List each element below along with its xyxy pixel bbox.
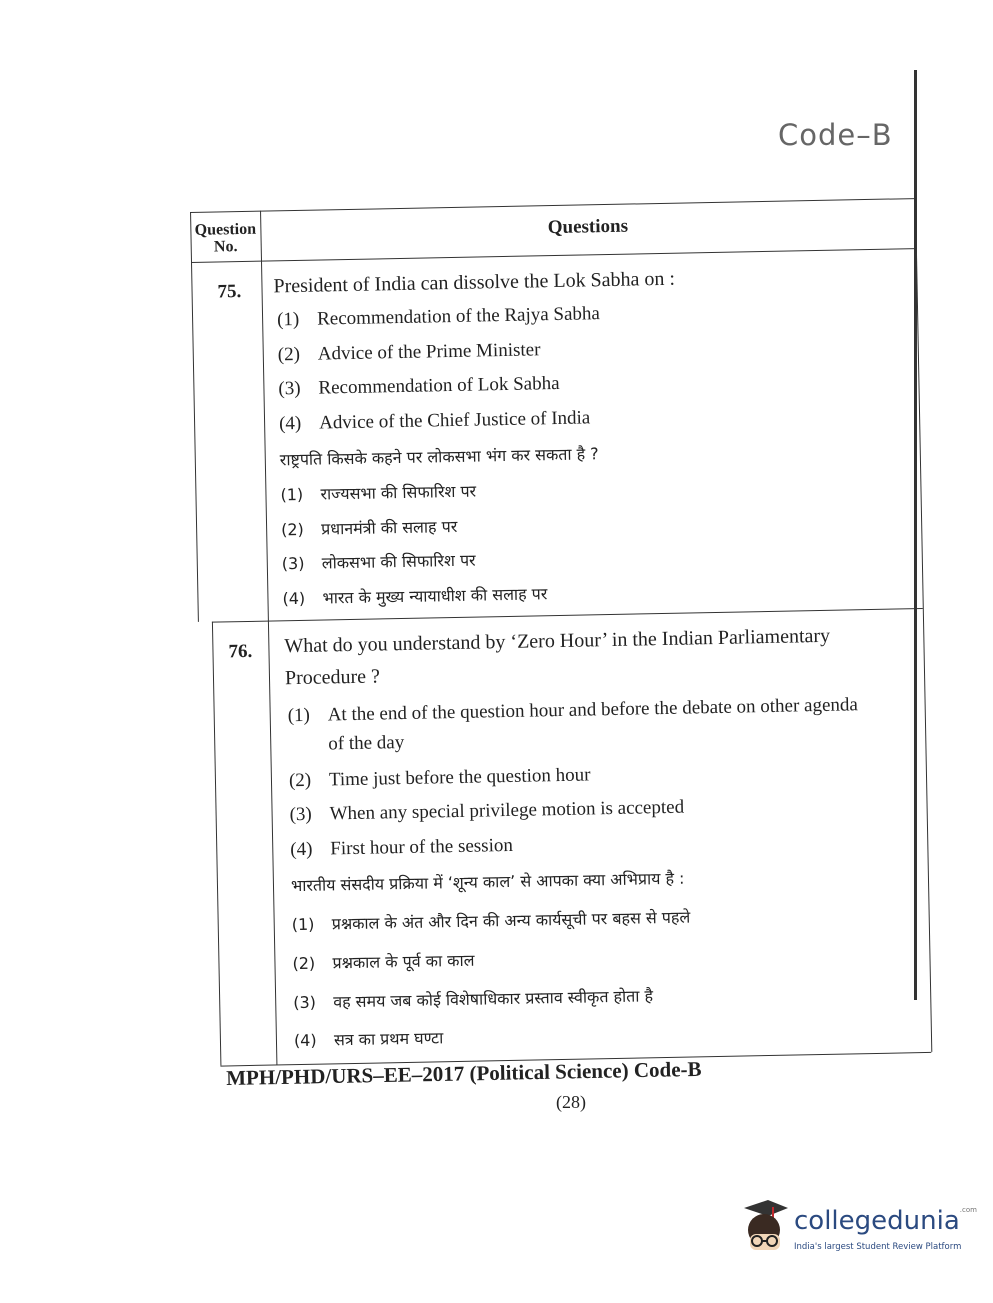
option-number: (3) bbox=[278, 377, 301, 400]
option-text: Recommendation of Lok Sabha bbox=[318, 372, 560, 399]
option-number: (1) bbox=[276, 308, 300, 331]
paper-code: Code–B bbox=[778, 118, 893, 152]
logo-suffix: .com bbox=[959, 1206, 977, 1214]
option-text: लोकसभा की सिफारिश पर bbox=[321, 550, 476, 573]
option-number: (4) bbox=[282, 588, 306, 609]
option-number: (1) bbox=[287, 704, 311, 727]
option-text: At the end of the question hour and before the debate on other agenda bbox=[327, 694, 859, 726]
question-number: 75. bbox=[217, 281, 242, 303]
option-text: Recommendation of the Rajya Sabha bbox=[316, 303, 601, 330]
option-hi bbox=[282, 549, 476, 575]
question-text-hi: भारतीय संसदीय प्रक्रिया में ‘शून्य काल’ से आपका क्या अभिप्राय है : bbox=[290, 868, 685, 896]
header-question-no bbox=[190, 221, 261, 256]
option-text: First hour of the session bbox=[330, 834, 514, 860]
question-table bbox=[190, 196, 931, 1070]
option-en-continued: of the day bbox=[328, 731, 405, 755]
option-text: प्रश्नकाल के पूर्व का काल bbox=[332, 950, 475, 973]
option-number: (2) bbox=[288, 769, 312, 792]
option-text: Time just before the question hour bbox=[328, 764, 591, 791]
option-number: (1) bbox=[280, 484, 304, 505]
table-top-border bbox=[190, 198, 915, 213]
option-hi bbox=[280, 480, 476, 506]
option-hi bbox=[281, 515, 458, 540]
option-hi bbox=[282, 582, 547, 609]
table-left-border-lower bbox=[212, 622, 222, 1066]
question-text-en: President of India can dissolve the Lok Sabha on : bbox=[273, 267, 676, 298]
header-questions: Questions bbox=[547, 215, 629, 239]
option-number: (1) bbox=[291, 914, 315, 935]
option-text: When any special privilege motion is accepted bbox=[329, 796, 685, 825]
option-number: (4) bbox=[293, 1030, 317, 1051]
option-en bbox=[290, 835, 513, 861]
option-text: सत्र का प्रथम घण्टा bbox=[333, 1028, 444, 1050]
collegedunia-logo bbox=[738, 1198, 977, 1268]
option-number: (4) bbox=[290, 838, 313, 861]
page-number: (28) bbox=[556, 1092, 586, 1112]
option-en bbox=[279, 407, 591, 435]
option-number: (3) bbox=[281, 553, 305, 574]
option-en bbox=[289, 797, 684, 827]
option-text: Advice of the Chief Justice of India bbox=[318, 407, 591, 434]
option-text: प्रश्नकाल के अंत और दिन की अन्य कार्यसूची पर बहस से पहले bbox=[331, 907, 691, 934]
option-en bbox=[277, 303, 600, 331]
logo-name: collegedunia bbox=[794, 1206, 960, 1236]
option-number: (3) bbox=[293, 992, 317, 1013]
option-text: भारत के मुख्य न्यायाधीश की सलाह पर bbox=[322, 584, 548, 608]
option-hi bbox=[294, 1026, 444, 1051]
column-divider bbox=[260, 211, 277, 1065]
option-number: (2) bbox=[292, 953, 316, 974]
option-hi bbox=[292, 906, 691, 936]
option-text: वह समय जब कोई विशेषाधिकार प्रस्ताव स्वीकृत होता है bbox=[333, 986, 654, 1012]
logo-tagline: India's largest Student Review Platform bbox=[794, 1242, 962, 1252]
option-en bbox=[289, 764, 591, 792]
logo-wordmark bbox=[794, 1206, 977, 1236]
mascot-icon bbox=[738, 1198, 794, 1258]
option-hi bbox=[292, 949, 474, 974]
header-no-label: No. bbox=[213, 238, 238, 256]
question-text-en: What do you understand by ‘Zero Hour’ in the Indian Parliamentary Procedure ? bbox=[284, 624, 831, 690]
option-number: (2) bbox=[280, 519, 305, 540]
exam-footer: MPH/PHD/URS–EE–2017 (Political Science) Code-B bbox=[226, 1056, 702, 1090]
option-en bbox=[278, 373, 560, 400]
option-text: प्रधानमंत्री की सलाह पर bbox=[320, 516, 458, 539]
option-hi bbox=[293, 984, 653, 1013]
option-text: राज्यसभा की सिफारिश पर bbox=[320, 481, 477, 504]
question-number: 76. bbox=[228, 640, 253, 663]
table-right-border bbox=[915, 198, 932, 1052]
header-question-label: Question bbox=[194, 220, 257, 239]
option-en bbox=[278, 339, 541, 366]
option-number: (4) bbox=[278, 412, 302, 435]
option-en bbox=[288, 694, 859, 727]
question-text-hi: राष्ट्रपति किसके कहने पर लोकसभा भंग कर सकता है ? bbox=[279, 444, 599, 470]
option-text: Advice of the Prime Minister bbox=[317, 339, 541, 365]
table-left-border bbox=[190, 212, 199, 622]
option-number: (2) bbox=[277, 343, 301, 366]
option-number: (3) bbox=[289, 803, 312, 826]
